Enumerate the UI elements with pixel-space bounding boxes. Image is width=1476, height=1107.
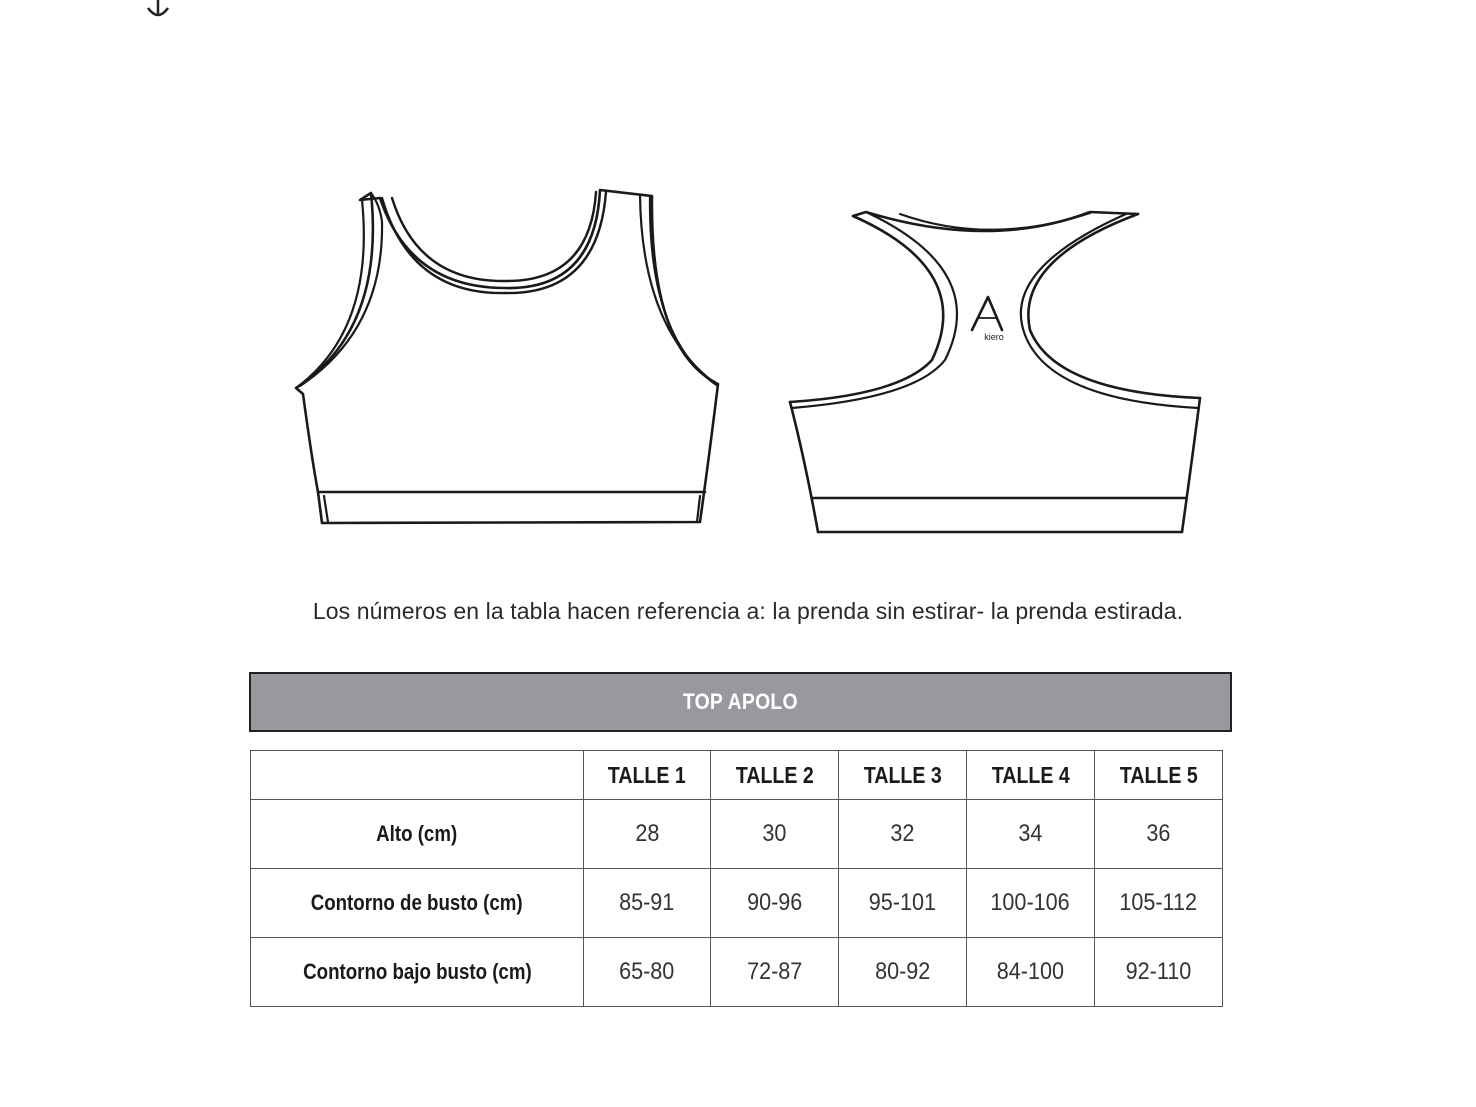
size-note: Los números en la tabla hacen referencia a: la prenda sin estirar- la prenda estirada. — [312, 598, 1184, 624]
corner-cell — [251, 751, 584, 800]
logo-text: kiero — [984, 332, 1004, 342]
table-row — [251, 938, 1223, 1007]
header-talle-1: TALLE 1 — [584, 751, 711, 800]
cell-value: 32 — [839, 800, 967, 869]
table-title: TOP APOLO — [683, 689, 798, 714]
cell-value: 80-92 — [839, 938, 967, 1007]
cell-value: 85-91 — [584, 869, 711, 938]
table-title-banner — [249, 672, 1232, 732]
back-view-drawing — [790, 212, 1200, 532]
table-header-row — [251, 751, 1223, 800]
table-row — [251, 800, 1223, 869]
cell-value: 90-96 — [711, 869, 839, 938]
row-label: Alto (cm) — [251, 800, 584, 869]
cell-value: 72-87 — [711, 938, 839, 1007]
header-talle-4: TALLE 4 — [967, 751, 1095, 800]
front-view-drawing — [296, 190, 718, 523]
header-talle-3: TALLE 3 — [839, 751, 967, 800]
cell-value: 95-101 — [839, 869, 967, 938]
cell-value: 92-110 — [1095, 938, 1223, 1007]
cell-value: 36 — [1095, 800, 1223, 869]
cell-value: 34 — [967, 800, 1095, 869]
size-table — [250, 750, 1223, 1007]
row-label: Contorno bajo busto (cm) — [251, 938, 584, 1007]
header-talle-2: TALLE 2 — [711, 751, 839, 800]
cell-value: 100-106 — [967, 869, 1095, 938]
cell-value: 28 — [584, 800, 711, 869]
cell-value: 84-100 — [967, 938, 1095, 1007]
row-label: Contorno de busto (cm) — [251, 869, 584, 938]
header-talle-5: TALLE 5 — [1095, 751, 1223, 800]
table-row — [251, 869, 1223, 938]
cell-value: 30 — [711, 800, 839, 869]
cell-value: 105-112 — [1095, 869, 1223, 938]
cell-value: 65-80 — [584, 938, 711, 1007]
